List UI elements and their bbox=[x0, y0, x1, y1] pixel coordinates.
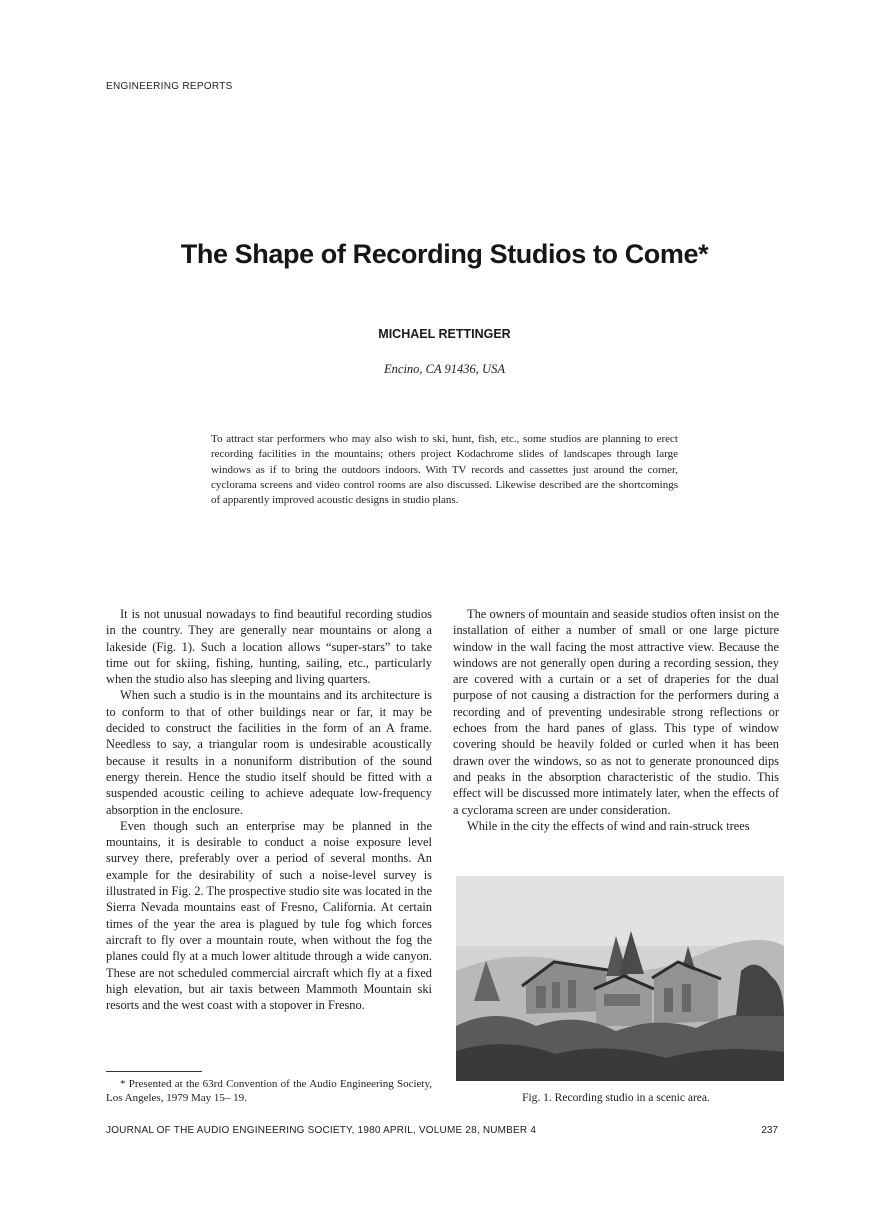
journal-footer: JOURNAL OF THE AUDIO ENGINEERING SOCIETY, 1980 APRIL, VOLUME 28, NUMBER 4 bbox=[106, 1125, 537, 1136]
author-name: MICHAEL RETTINGER bbox=[378, 327, 511, 341]
paragraph: Even though such an enterprise may be planned in the mountains, it is desirable to conduct a noise exposure level survey there, preferably over a period of several months. An example for the desirability of such a noise-level survey is illustrated in Fig. 2. The prospective studio site was located in the Sierra Nevada mountains east of Fresno, California. At certain times of the year the area is plagued by tule fog which forces aircraft to fly over a mountain route, when without the fog the planes could fly at a much lower altitude through a wide canyon. These are not scheduled commercial aircraft which fly at a fixed high elevation, but air taxis between Mammoth Mountain ski resorts and the west coast with a stopover in Fresno. bbox=[106, 818, 432, 1013]
body-column-right bbox=[453, 606, 779, 834]
paragraph: The owners of mountain and seaside studios often insist on the installation of either a number of small or one large picture window in the wall facing the most attractive view. Because the windows are not generally open during a recording session, they are covered with a curtain or a set of draperies for the dual purpose of not causing a distraction for the performers during a recording and of preventing undesirable strong reflections or echoes from the hard panes of glass. This type of window covering should be heavily folded or curled when it has been drawn over the windows, so as not to generate pronounced dips and peaks in the absorption characteristic of the studio. This effect will be discussed more intimately later, when the effects of a cyclorama screen are under consideration. bbox=[453, 607, 779, 817]
footnote bbox=[106, 1077, 432, 1105]
paragraph: When such a studio is in the mountains and its architecture is to conform to that of other buildings near or far, it may be decided to construct the facilities in the form of an A frame. Needless to say, a triangular room is undesirable acoustically because it results in a nonuniform distribution of the sound energy therein. Hence the studio itself should be fitted with a suspended acoustic ceiling to achieve adequate low-frequency absorption in the enclosure. bbox=[106, 688, 432, 817]
article-title: The Shape of Recording Studios to Come* bbox=[180, 239, 709, 269]
paragraph: While in the city the effects of wind and rain-struck trees bbox=[467, 818, 750, 833]
section-label: ENGINEERING REPORTS bbox=[106, 81, 233, 92]
studio-photo-illustration bbox=[456, 876, 784, 1081]
footnote-divider bbox=[106, 1071, 202, 1072]
body-column-left bbox=[106, 606, 432, 1013]
abstract: To attract star performers who may also wish to ski, hunt, fish, etc., some studios are planning to erect recording facilities in the mountains; others project Kodachrome slides of landscapes through large windows as if to bring the outdoors indoors. With TV records and cassettes just around the corner, cyclorama screens and video control rooms are also discussed. Likewise described are the shortcomings of apparently improved acoustic designs in studio plans. bbox=[211, 433, 678, 507]
author-affiliation: Encino, CA 91436, USA bbox=[384, 362, 505, 376]
paragraph: It is not unusual nowadays to find beautiful recording studios in the country. They are generally near mountains or along a lakeside (Fig. 1). Such a location allows “super-stars” to take time out for skiing, fishing, hunting, sailing, etc., particularly when the studio also has sleeping and living quarters. bbox=[106, 607, 432, 687]
figure-caption: Fig. 1. Recording studio in a scenic area. bbox=[522, 1092, 710, 1104]
page-number: 237 bbox=[761, 1125, 778, 1136]
footnote-text: * Presented at the 63rd Convention of the Audio Engineering Society, Los Angeles, 1979 May 15– 19. bbox=[106, 1078, 432, 1104]
figure-photo bbox=[456, 876, 784, 1081]
